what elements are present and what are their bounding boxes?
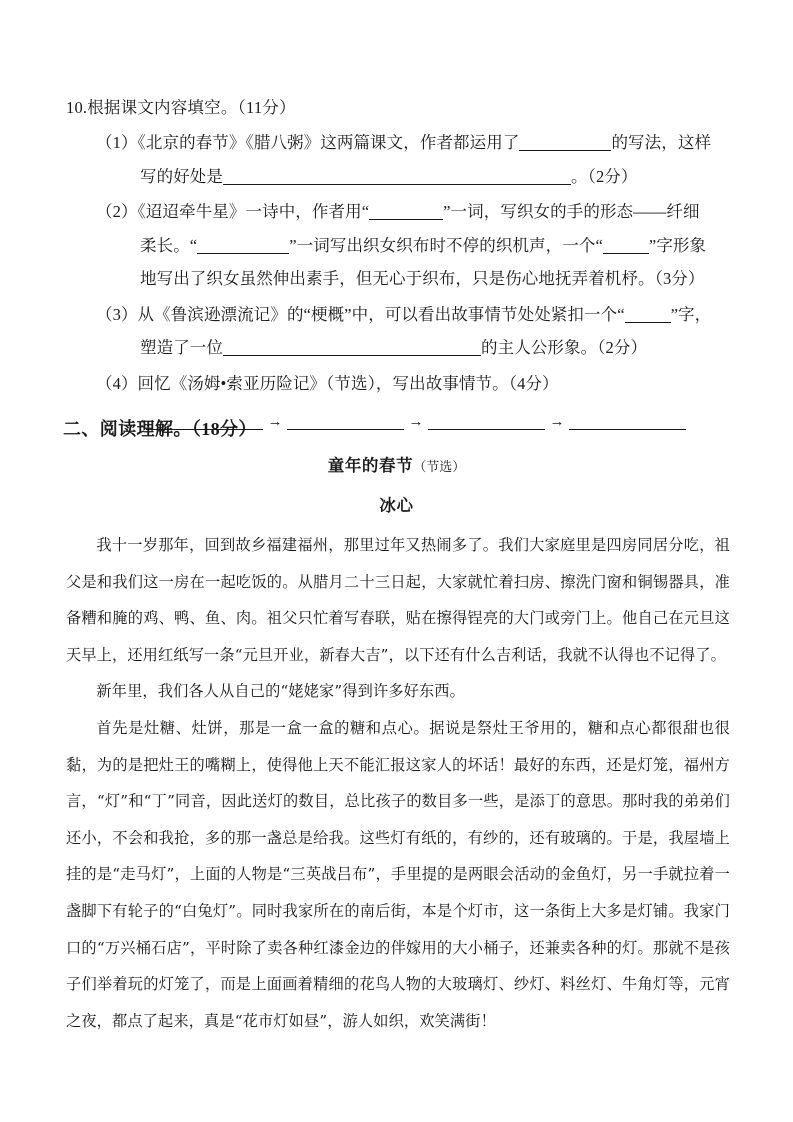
passage-paragraph: 首先是灶糖、灶饼，那是一盒一盒的糖和点心。据说是祭灶王爷用的，糖和点心都很甜也很黏，为的是把灶王的嘴糊上，使得他上天不能汇报这家人的坏话！最好的东西，还是灯笼，福州方言，“灯”和“丁”同音，因此送灯的数目，总比孩子的数目多一些，是添丁的意思。那时我的弟弟们还小，不会和我抢，多的那一盏总是给我。这些灯有纸的，有纱的，还有玻璃的。于是，我屋墙上挂的是“走马灯”，上面的人物是“三英战吕布”，手里提的是两眼会活动的金鱼灯，另一手就拉着一盏脚下有轮子的“白兔灯”。同时我家所在的南后街，本是个灯市，这一条街上大多是灯铺。我家门口的“万兴桶石店”，平时除了卖各种红漆金边的伴嫁用的大小桶子，还兼卖各种的灯。那就不是孩子们举着玩的灯笼了，而是上面画着精细的花鸟人物的大玻璃灯、纱灯、料丝灯、牛角灯等，元宵之夜，都点了起来，真是“花市灯如昼”，游人如织，欢笑满街！ [66, 718, 730, 1030]
answer-blank[interactable] [603, 238, 649, 254]
arrow-icon: → [549, 414, 565, 430]
question-heading: 10.根据课文内容填空。（11分） [66, 98, 296, 117]
sub-question-1-text-a: （1）《北京的春节》《腊八粥》这两篇课文，作者都运用了 [96, 133, 520, 152]
plot-blank-3[interactable] [428, 415, 545, 430]
sub-question-3-text-c: 塑造了一位 [140, 338, 223, 357]
answer-blank[interactable] [625, 307, 671, 323]
article-author: 冰心 [379, 496, 414, 515]
sub-question-2-line-3: 地写出了织女虽然伸出素手，但无心于织布，只是伤心地抚弄着机杼。（3分） [140, 269, 705, 288]
article-passage [66, 527, 730, 1039]
answer-blank[interactable] [369, 204, 443, 220]
sub-question-3-text-a: （3）从《鲁滨逊漂流记》的“梗概”中，可以看出故事情节处处紧扣一个“ [96, 304, 625, 324]
answer-blank[interactable] [197, 238, 289, 254]
sub-question-2-line-1 [66, 195, 734, 229]
arrow-icon: → [267, 414, 283, 430]
reading-section-heading: 二、阅读理解。（18分） [63, 419, 257, 439]
arrow-icon: → [408, 414, 424, 430]
sub-question-3-text-b: ”字， [670, 304, 712, 324]
sub-question-2-text-b: ”一词，写织女的手的形态——纤细 [443, 202, 700, 221]
passage-paragraph: 新年里，我们各人从自己的“姥姥家”得到许多好东西。 [96, 682, 465, 701]
plot-blank-2[interactable] [287, 415, 404, 430]
sub-question-3-line-2 [66, 331, 734, 365]
answer-blank[interactable] [223, 340, 481, 356]
plot-blank-4[interactable] [569, 415, 686, 430]
sub-question-1-text-c: 写的好处是 [140, 166, 223, 186]
sub-question-1-text-b: 的写法，这样 [611, 133, 712, 152]
sub-question-2-text-e: ”字形象 [648, 235, 707, 255]
sub-question-3 [66, 298, 734, 365]
sub-question-2-text-a: （2）《迢迢牵牛星》一诗中，作者用“ [96, 202, 370, 221]
sub-question-1-score: 。（2分） [571, 166, 638, 186]
answer-blank[interactable] [223, 169, 571, 185]
passage-paragraph: 我十一岁那年，回到故乡福建福州，那里过年又热闹多了。我们大家庭里是四房同居分吃，祖父是和我们这一房在一起吃饭的。从腊月二十三日起，大家就忙着扫房、擦洗门窗和铜锡器具，准备糟和腌的鸡、鸭、鱼、肉。祖父只忙着写春联，贴在擦得锃亮的大门或旁门上。他自己在元旦这天早上，还用红纸写一条“元旦开业，新春大吉”，以下还有什么吉利话，我就不认得也不记得了。 [66, 536, 730, 664]
answer-blank[interactable] [519, 135, 611, 151]
article-title-main: 童年的春节 [327, 456, 414, 475]
sub-question-4-line-1: （4）回忆《汤姆•索亚历险记》（节选），写出故事情节。（4分） [96, 373, 559, 393]
sub-question-3-score: 的主人公形象。（2分） [481, 338, 648, 357]
article-title-sub: （节选） [413, 460, 466, 475]
sub-question-2-line-2 [66, 229, 734, 263]
fill-in-blanks-question [66, 92, 734, 436]
sub-question-1-line-1 [66, 126, 734, 160]
sub-question-2-text-c: 柔长。“ [140, 235, 198, 255]
sub-question-2-text-d: ”一词写出织女织布时不停的织机声，一个“ [289, 235, 603, 255]
sub-question-1-line-2 [66, 160, 734, 194]
article-title [0, 452, 793, 476]
sub-question-2 [66, 195, 734, 296]
sub-question-1 [66, 126, 734, 193]
sub-question-3-line-1 [66, 298, 734, 332]
